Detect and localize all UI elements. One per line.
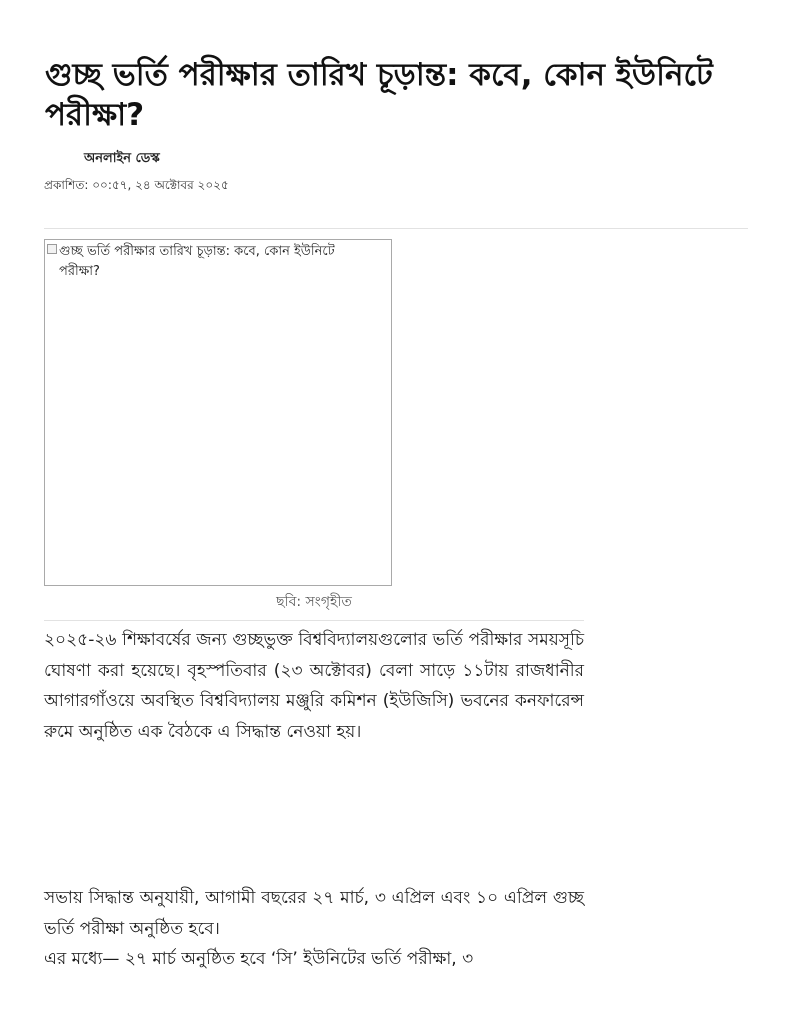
broken-image-icon	[47, 244, 57, 254]
published-date: প্রকাশিত: ০০:৫৭, ২৪ অক্টোবর ২০২৫	[44, 178, 229, 192]
header-divider	[44, 228, 748, 229]
image-caption: ছবি: সংগৃহীত	[44, 590, 584, 621]
article-paragraph: এর মধ্যে— ২৭ মার্চ অনুষ্ঠিত হবে ‘সি’ ইউনিটের ভর্তি পরীক্ষা, ৩	[44, 949, 474, 969]
article-paragraph: সভায় সিদ্ধান্ত অনুযায়ী, আগামী বছরের ২৭ মার্চ, ৩ এপ্রিল এবং ১০ এপ্রিল গুচ্ছ ভর্তি পরীক্ষা অনুষ্ঠিত হবে।	[44, 888, 584, 939]
article-image	[44, 239, 392, 586]
article-title: গুচ্ছ ভর্তি পরীক্ষার তারিখ চূড়ান্ত: কবে, কোন ইউনিটে পরীক্ষা?	[45, 57, 713, 133]
image-alt-text: গুচ্ছ ভর্তি পরীক্ষার তারিখ চূড়ান্ত: কবে, কোন ইউনিটে পরীক্ষা?	[59, 244, 335, 279]
author-name[interactable]: অনলাইন ডেস্ক	[84, 151, 160, 166]
article-paragraph: ২০২৫-২৬ শিক্ষাবর্ষের জন্য গুচ্ছভুক্ত বিশ্ববিদ্যালয়গুলোর ভর্তি পরীক্ষার সময়সূচি ঘোষণা করা হয়েছে। বৃহস্পতিবার (২৩ অক্টোবর) বেলা সাড়ে ১১টায় রাজধানীর আগারগাঁওয়ে অবস্থিত বিশ্ববিদ্যালয় মঞ্জুরি কমিশন (ইউজিসি) ভবনের কনফারেন্স রুমে অনুষ্ঠিত এক বৈঠকে এ সিদ্ধান্ত নেওয়া হয়।	[44, 630, 584, 742]
